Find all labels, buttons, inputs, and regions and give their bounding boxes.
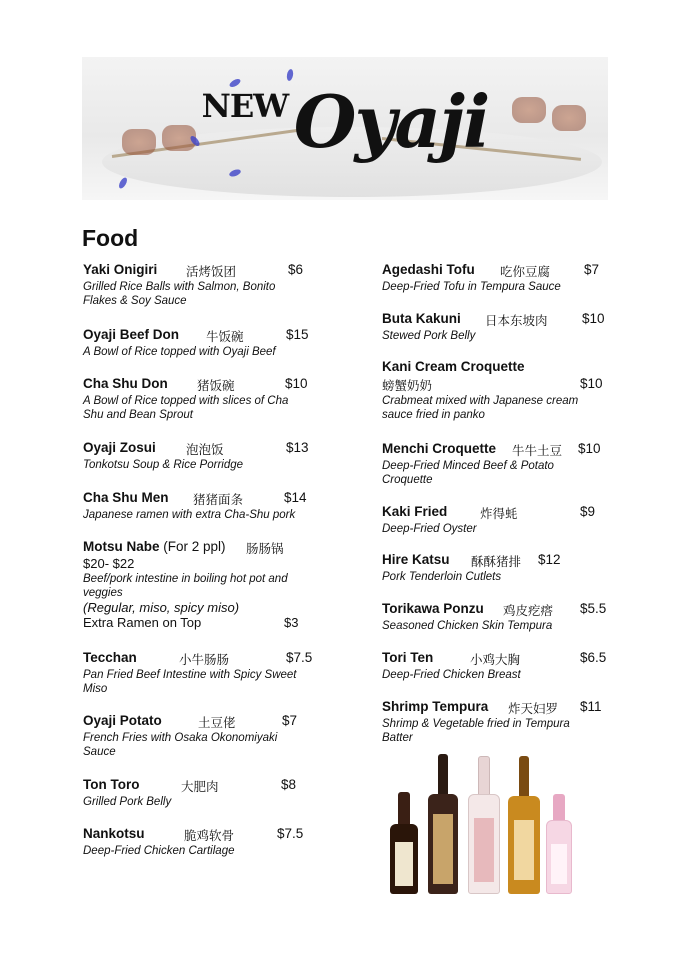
sake-bottle <box>546 794 572 894</box>
sake-bottle <box>508 756 540 894</box>
item-description: sauce fried in panko <box>382 409 485 421</box>
splash-mark <box>117 176 128 189</box>
item-description: veggies <box>83 587 123 599</box>
item-description: Deep-Fried Chicken Cartilage <box>83 845 235 857</box>
item-description: Shu and Bean Sprout <box>83 409 193 421</box>
item-price: $15 <box>286 327 309 342</box>
item-chinese-name: 小牛肠肠 <box>179 652 230 667</box>
item-description: A Bowl of Rice topped with Oyaji Beef <box>83 346 276 358</box>
item-description: Crabmeat mixed with Japanese cream <box>382 395 579 407</box>
item-name: Cha Shu Men <box>83 490 169 505</box>
item-name: Kaki Fried <box>382 504 448 519</box>
menu-item <box>382 601 608 633</box>
item-price: $5.5 <box>580 601 607 616</box>
item-chinese-name: 猪饭碗 <box>197 378 235 393</box>
item-chinese-name: 大肥肉 <box>181 779 219 794</box>
item-price: $14 <box>284 490 307 505</box>
header-banner <box>82 57 608 200</box>
item-name: Yaki Onigiri <box>83 262 158 277</box>
item-chinese-name: 猪猪面条 <box>193 492 244 507</box>
item-chinese-name: 吃你豆腐 <box>500 264 551 279</box>
item-addon: Extra Ramen on Top <box>83 615 202 630</box>
item-description: Deep-Fried Tofu in Tempura Sauce <box>382 281 561 293</box>
item-price: $10 <box>578 441 601 456</box>
item-chinese-name: 活烤饭团 <box>186 264 237 279</box>
item-description: Sauce <box>83 746 116 758</box>
menu-item <box>382 699 608 745</box>
item-description: Pork Tenderloin Cutlets <box>382 571 502 583</box>
item-name: Cha Shu Don <box>83 376 168 391</box>
menu-item <box>83 327 333 359</box>
item-price: $6.5 <box>580 650 607 665</box>
menu-item <box>83 713 333 759</box>
item-name: Kani Cream Croquette <box>382 359 525 374</box>
item-chinese-name: 牛牛土豆 <box>512 443 563 458</box>
item-addon-price: $3 <box>284 615 299 630</box>
item-chinese-name: 炸天妇罗 <box>508 701 559 716</box>
menu-item <box>83 440 333 472</box>
menu-item <box>382 311 608 343</box>
item-name: Menchi Croquette <box>382 441 497 456</box>
sake-bottle <box>468 756 500 894</box>
item-description: Tonkotsu Soup & Rice Porridge <box>83 459 244 471</box>
item-price: $9 <box>580 504 596 519</box>
section-heading: Food <box>82 225 139 251</box>
item-description: Deep-Fried Chicken Breast <box>382 669 521 681</box>
menu-item <box>83 826 333 858</box>
item-description: Seasoned Chicken Skin Tempura <box>382 620 553 632</box>
item-description: Beef/pork intestine in boiling hot pot and <box>83 573 288 585</box>
item-description: Japanese ramen with extra Cha-Shu pork <box>83 509 296 521</box>
item-description: Stewed Pork Belly <box>382 330 476 342</box>
item-name: Tecchan <box>83 650 137 665</box>
item-name: Oyaji Potato <box>83 713 162 728</box>
menu-item <box>83 490 333 522</box>
item-description: Shrimp & Vegetable fried in Tempura <box>382 718 570 730</box>
menu-item <box>382 504 608 536</box>
menu-item <box>83 777 333 809</box>
item-price: $7 <box>282 713 298 728</box>
menu-item <box>382 650 608 682</box>
item-price: $13 <box>286 440 309 455</box>
item-description: Deep-Fried Minced Beef & Potato <box>382 460 554 472</box>
item-chinese-name: 日本东坡肉 <box>485 313 548 328</box>
item-price: $8 <box>281 777 297 792</box>
menu-item <box>83 376 333 422</box>
menu-item <box>382 262 608 294</box>
menu-item <box>382 552 608 584</box>
item-chinese-name: 泡泡饭 <box>186 442 224 457</box>
menu-item <box>83 262 333 308</box>
sake-bottles-image <box>388 752 578 894</box>
item-description: Miso <box>83 683 108 695</box>
menu-item <box>83 650 333 696</box>
item-name: Torikawa Ponzu <box>382 601 484 616</box>
sake-bottle <box>390 792 418 894</box>
logo-new: NEW <box>201 87 289 125</box>
item-price: $10 <box>582 311 605 326</box>
item-description: Croquette <box>382 474 433 486</box>
item-name: Agedashi Tofu <box>382 262 475 277</box>
item-name: Ton Toro <box>83 777 140 792</box>
item-chinese-name: 炸得蚝 <box>480 506 518 521</box>
item-name: Tori Ten <box>382 650 434 665</box>
item-price: $12 <box>538 552 561 567</box>
item-description: Deep-Fried Oyster <box>382 523 477 535</box>
restaurant-logo <box>82 79 608 164</box>
item-price: $7 <box>584 262 600 277</box>
item-options: (Regular, miso, spicy miso) <box>83 600 240 615</box>
item-description: Flakes & Soy Sauce <box>83 295 187 307</box>
item-chinese-name: 酥酥猪排 <box>471 554 522 569</box>
item-chinese-name: 螃蟹奶奶 <box>382 378 433 393</box>
item-description: A Bowl of Rice topped with slices of Cha <box>83 395 289 407</box>
item-description: Grilled Rice Balls with Salmon, Bonito <box>83 281 276 293</box>
item-chinese-name: 脆鸡软骨 <box>184 828 235 843</box>
sake-bottle <box>428 754 458 894</box>
item-description: Batter <box>382 732 413 744</box>
item-description: French Fries with Osaka Okonomiyaki <box>83 732 278 744</box>
item-name: Oyaji Beef Don <box>83 327 180 342</box>
item-price: $20- $22 <box>83 556 135 571</box>
item-price: $11 <box>580 699 602 714</box>
item-name: Motsu Nabe <box>83 539 160 554</box>
item-name: Oyaji Zosui <box>83 440 156 455</box>
item-name: Buta Kakuni <box>382 311 461 326</box>
item-chinese-name: 鸡皮疙瘩 <box>503 603 554 618</box>
item-chinese-name: 土豆佬 <box>198 715 236 730</box>
item-name: Shrimp Tempura <box>382 699 489 714</box>
menu-item <box>382 441 608 487</box>
item-price: $6 <box>288 262 304 277</box>
item-name: Nankotsu <box>83 826 145 841</box>
item-name: Hire Katsu <box>382 552 450 567</box>
item-chinese-name: 牛饭碗 <box>206 329 244 344</box>
item-price: $10 <box>580 376 603 391</box>
menu-item-motsu-nabe <box>83 539 333 632</box>
item-serving-note: (For 2 ppl) <box>163 539 226 554</box>
item-price: $7.5 <box>277 826 304 841</box>
item-chinese-name: 小鸡大胸 <box>470 652 521 667</box>
item-chinese-name: 肠肠锅 <box>246 541 284 556</box>
menu-item-kani-croquette <box>382 359 608 422</box>
item-price: $7.5 <box>286 650 313 665</box>
item-description: Grilled Pork Belly <box>83 796 172 808</box>
item-price: $10 <box>285 376 308 391</box>
logo-name: Oyaji <box>293 79 489 164</box>
item-description: Pan Fried Beef Intestine with Spicy Sweet <box>83 669 297 681</box>
